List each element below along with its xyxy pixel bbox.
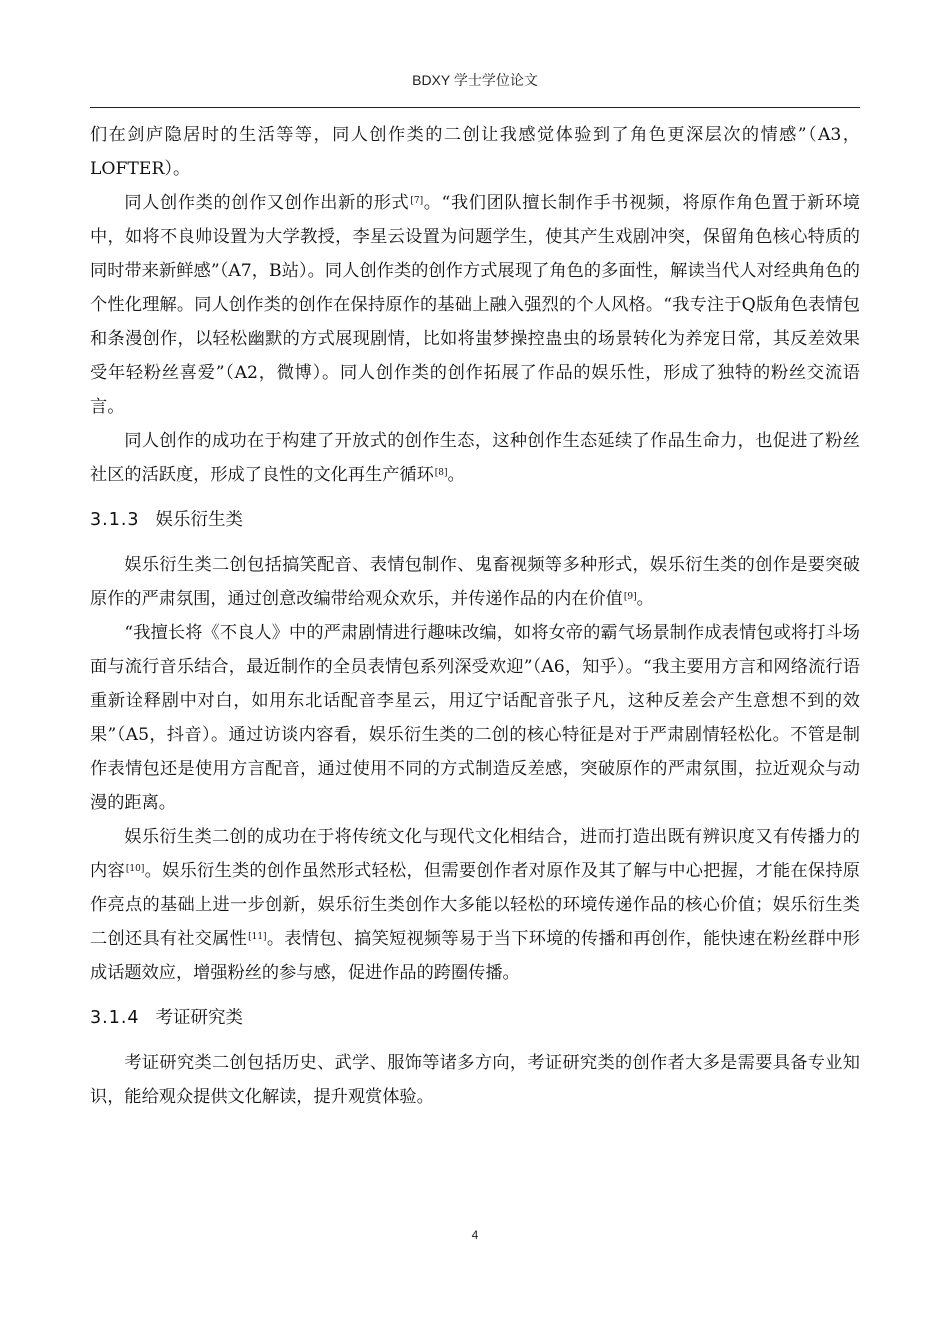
paragraph-text: 。“我们团队擅长制作手书视频，将原作角色置于新环境中，如将不良帅设置为大学教授，李星云设置为问题学生，使其产生戏剧冲突，保留角色核心特质的同时带来新鲜感”（A7，B站）。同人创作类的创作方式展现了角色的多面性，解读当代人对经典角色的个性化理解。同人创作类的创作在保持原作的基础上融入强烈的个人风格。“我专注于Q版角色表情包和条漫创作，以轻松幽默的方式展现剧情，比如将蚩梦操控蛊虫的场景转化为养宠日常，其反差效果受年轻粉丝喜爱”（A2，微博）。同人创作类的创作拓展了作品的娱乐性，形成了独特的粉丝交流语言。 <box>90 193 860 417</box>
paragraph-text: 同人创作的成功在于构建了开放式的创作生态，这种创作生态延续了作品生命力，也促进了粉丝社区的活跃度，形成了良性的文化再生产循环 <box>90 431 860 485</box>
citation-ref: [10] <box>125 864 145 874</box>
citation-ref: [8] <box>434 468 448 478</box>
header-rule <box>90 107 860 108</box>
paragraph-text: 娱乐衍生类二创包括搞笑配音、表情包制作、鬼畜视频等多种形式，娱乐衍生类的创作是要突破原作的严肃氛围，通过创意改编带给观众欢乐，并传递作品的内在价值 <box>90 555 860 609</box>
paragraph-continued: 们在剑庐隐居时的生活等等，同人创作类的二创让我感觉体验到了角色更深层次的情感”（A3，LOFTER）。 <box>90 125 860 179</box>
paragraph <box>90 186 860 424</box>
paragraph <box>90 548 860 616</box>
paragraph: 考证研究类二创包括历史、武学、服饰等诸多方向，考证研究类的创作者大多是需要具备专业知识，能给观众提供文化解读，提升观赏体验。 <box>90 1053 860 1107</box>
page-number: 4 <box>471 1228 479 1242</box>
paragraph <box>90 820 860 990</box>
section-number: 3.1.4 <box>90 1008 140 1028</box>
section-title: 考证研究类 <box>155 1008 244 1028</box>
page-header: BDXY 学士学位论文 <box>412 72 538 88</box>
body-text <box>90 118 860 1114</box>
paragraph <box>90 424 860 492</box>
section-number: 3.1.3 <box>90 510 140 530</box>
citation-ref: [7] <box>410 196 424 206</box>
paragraph: “我擅长将《不良人》中的严肃剧情进行趣味改编，如将女帝的霸气场景制作成表情包或将打斗场面与流行音乐结合，最近制作的全员表情包系列深受欢迎”（A6，知乎）。“我主要用方言和网络流行语重新诠释剧中对白，如用东北话配音李星云，用辽宁话配音张子凡，这种反差会产生意想不到的效果”（A5，抖音）。通过访谈内容看，娱乐衍生类的二创的核心特征是对于严肃剧情轻松化。不管是制作表情包还是使用方言配音，通过使用不同的方式制造反差感，突破原作的严肃氛围，拉近观众与动漫的距离。 <box>90 623 860 813</box>
section-heading <box>90 1002 860 1034</box>
section-heading <box>90 504 860 536</box>
paragraph-text: 。 <box>447 465 465 485</box>
paragraph-text: 。娱乐衍生类的创作虽然形式轻松，但需要创作者对原作及其了解与中心把握，才能在保持原作亮点的基础上进一步创新，娱乐衍生类创作大多能以轻松的环境传递作品的核心价值；娱乐衍生类二创还具有社交属性 <box>90 861 860 949</box>
paragraph-text: 同人创作类的创作又创作出新的形式 <box>124 193 410 213</box>
citation-ref: [9] <box>623 592 637 602</box>
section-title: 娱乐衍生类 <box>155 510 244 530</box>
paragraph-text: 娱乐衍生类二创的成功在于将传统文化与现代文化相结合，进而打造出既有辨识度又有传播力的内容 <box>90 827 860 881</box>
paragraph-text: 。 <box>636 589 654 609</box>
paragraph-text: 。表情包、搞笑短视频等易于当下环境的传播和再创作，能快速在粉丝群中形成话题效应，增强粉丝的参与感，促进作品的跨圈传播。 <box>90 929 860 983</box>
citation-ref: [11] <box>248 932 267 942</box>
